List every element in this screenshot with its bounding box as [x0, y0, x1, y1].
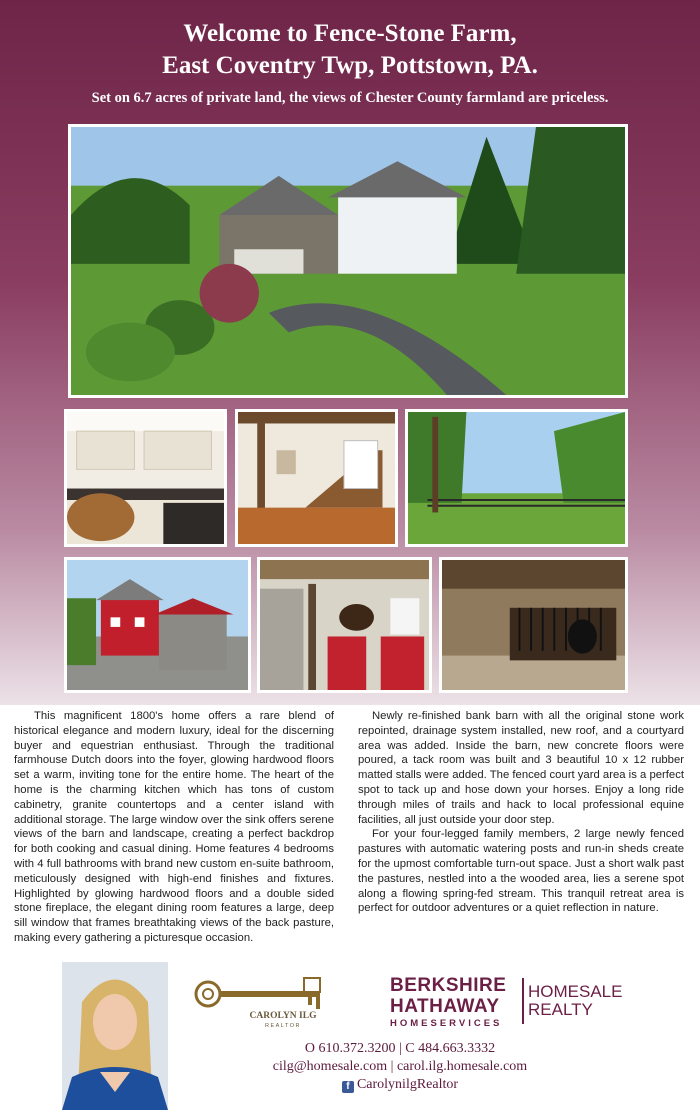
paragraph-pastures: For your four-legged family members, 2 large newly fenced pastures with automatic watering posts and run-in sheds create for the upmost comfortable turn-out space. Just a short walk past the pastures, nestled into a the wooded area, lies a serene spot along a flowing spring-fed stream. This tranquil retreat area is perfect for outdoor adventures or a quiet reflection in nature.: [358, 828, 684, 915]
description-right: [358, 709, 684, 916]
contact-phones: O 610.372.3200 | C 484.663.3332: [304, 1041, 496, 1056]
brokerage-line-2: HATHAWAY: [390, 996, 500, 1017]
page-title: [0, 18, 700, 82]
brokerage-right-1: HOMESALE: [528, 982, 623, 1001]
photo-pasture: [405, 409, 628, 547]
photo-farmhouse-exterior: [68, 124, 628, 398]
photo-red-barn: [64, 557, 251, 693]
paragraph-home: This magnificent 1800's home offers a rare blend of historical elegance and modern luxury, ideal for the discerning buyer and equestrian enthusiast. Through the traditional farmhouse Dutch doors into the foyer, glowing hardwood floors set a warm, inviting tone for the entire home. The heart of the home is the charming kitchen which has tons of custom cabinetry, granite countertops and a center island with additional storage. The large window over the sink offers serene views of the barn and landscape, creating a perfect backdrop for both cooking and casual dining. Home features 4 bedrooms with 4 full bathrooms with brand new custom en-suite bathroom, meticulously designed with high-end finishes and fixtures. Highlighted by glowing hardwood floors and a double sided stone fireplace, the elegant dining room features a large, deep sill window that frames breathtaking views of the back pasture, making every gathering a picturesque occasion.: [14, 710, 334, 944]
photo-kitchen: [64, 409, 227, 547]
page-subtitle: Set on 6.7 acres of private land, the views of Chester County farmland are priceless.: [91, 90, 609, 106]
description-left: [14, 709, 334, 946]
facebook-handle[interactable]: CarolynilgRealtor: [356, 1077, 459, 1092]
brokerage-line-3: HOMESERVICES: [390, 1018, 503, 1029]
brokerage-line-1: BERKSHIRE: [390, 975, 507, 996]
photo-barn-interior: [439, 557, 628, 693]
paragraph-barn: Newly re-finished bank barn with all the original stone work repointed, drainage system installed, new roof, and a courtyard area was added. Inside the barn, new concrete floors were poured, a tack room was built and 3 beautiful 10 x 12 rubber matted stalls were added. The fenced court yard area is a perfect spot to tack up and hose down your horses. Enjoy a long ride through miles of trails and hack to local professional equine facilities, all just outside your door step.: [358, 710, 684, 826]
contact-web[interactable]: cilg@homesale.com | carol.ilg.homesale.com: [272, 1059, 528, 1074]
title-line-2: East Coventry Twp, Pottstown, PA.: [162, 52, 538, 79]
agent-logo-tagline: REALTOR: [265, 1023, 301, 1029]
agent-logo-name: CAROLYN ILG: [249, 1011, 317, 1021]
photo-foyer-staircase: [235, 409, 398, 547]
brokerage-divider: [522, 978, 524, 1024]
title-line-1: Welcome to Fence-Stone Farm,: [183, 20, 517, 47]
facebook-icon: f: [342, 1081, 354, 1093]
agent-photo: [62, 962, 168, 1110]
photo-barn-stalls-horse: [257, 557, 432, 693]
brokerage-right-2: REALTY: [528, 1000, 593, 1019]
contact-facebook[interactable]: [230, 1077, 570, 1093]
